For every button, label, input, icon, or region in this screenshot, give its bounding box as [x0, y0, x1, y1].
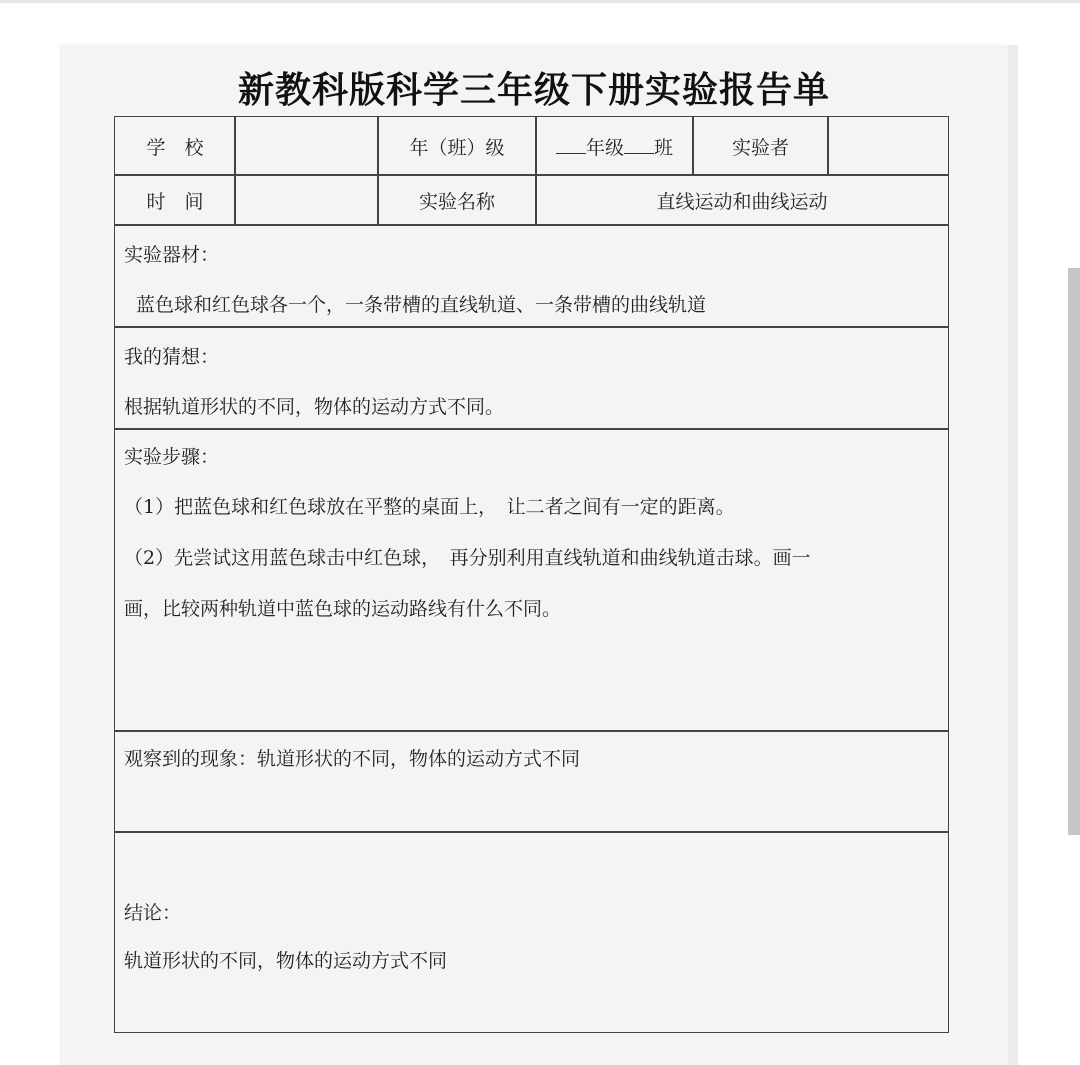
- observation-text: 观察到的现象：轨道形状的不同，物体的运动方式不同: [124, 748, 581, 770]
- scrollbar-thumb[interactable]: [1068, 268, 1080, 835]
- grade-blank[interactable]: [556, 135, 586, 154]
- row-divider: [114, 730, 949, 732]
- row-divider: [114, 326, 949, 328]
- step-2-text-line-2: 画，比较两种轨道中蓝色球的运动路线有什么不同。: [124, 598, 562, 620]
- row-divider: [114, 224, 949, 226]
- conclusion-label: 结论：: [124, 902, 182, 924]
- hypothesis-text: 根据轨道形状的不同，物体的运动方式不同。: [124, 396, 505, 418]
- class-suffix: 班: [654, 137, 674, 159]
- grade-suffix: 年级: [585, 137, 624, 159]
- grade-class-field[interactable]: [537, 133, 692, 160]
- column-divider: [827, 116, 829, 174]
- column-divider: [234, 116, 236, 224]
- class-blank[interactable]: [624, 135, 654, 154]
- row-divider: [114, 831, 949, 833]
- time-label: 时 间: [146, 191, 204, 213]
- experiment-name-value: 直线运动和曲线运动: [656, 191, 828, 213]
- conclusion-text: 轨道形状的不同，物体的运动方式不同: [124, 950, 448, 972]
- report-table: [114, 116, 949, 1033]
- step-1-text: （1）把蓝色球和红色球放在平整的桌面上， 让二者之间有一定的距离。: [124, 496, 735, 518]
- page-title: 新教科版科学三年级下册实验报告单: [237, 70, 830, 111]
- grade-class-label: 年（班）级: [409, 137, 505, 159]
- school-label: 学 校: [146, 137, 204, 159]
- row-divider: [114, 428, 949, 430]
- experiment-name-label: 实验名称: [418, 191, 495, 213]
- materials-text: 蓝色球和红色球各一个，一条带槽的直线轨道、一条带槽的曲线轨道: [136, 294, 707, 316]
- experimenter-label: 实验者: [731, 137, 789, 159]
- row-divider: [114, 174, 949, 176]
- step-2-text-line-1: （2）先尝试这用蓝色球击中红色球， 再分别利用直线轨道和曲线轨道击球。画一: [124, 547, 811, 569]
- page-edge: [1008, 45, 1018, 1065]
- hypothesis-label: 我的猜想：: [124, 346, 220, 368]
- top-divider: [0, 0, 1080, 3]
- steps-label: 实验步骤：: [124, 446, 220, 468]
- materials-label: 实验器材：: [124, 244, 220, 266]
